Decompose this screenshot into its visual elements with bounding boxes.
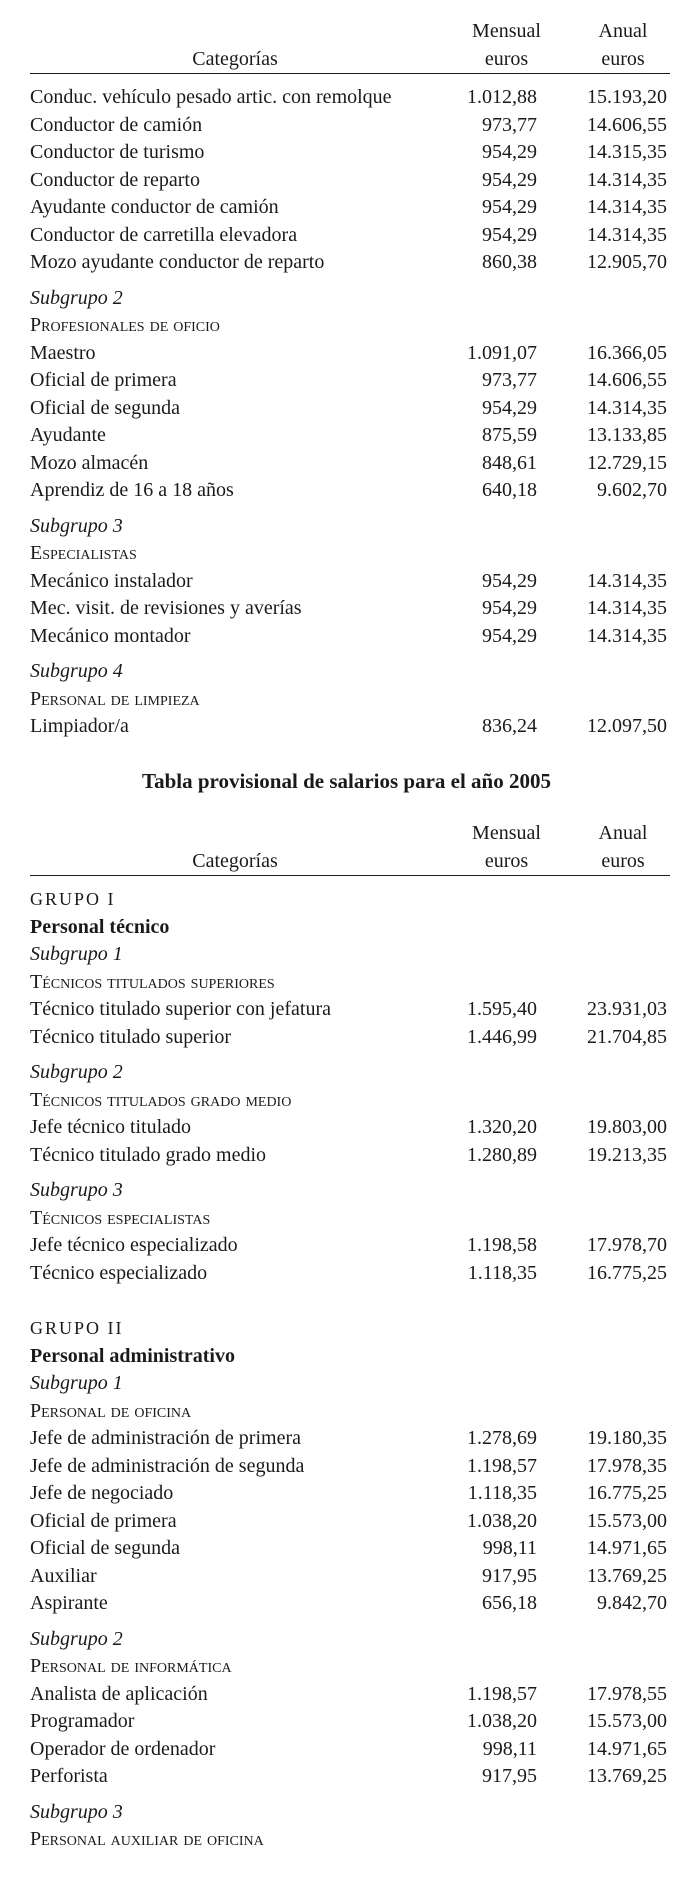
monthly-cell: 917,95 [482, 1564, 537, 1587]
category-cell: Operador de ordenador [30, 1737, 216, 1760]
annual-cell: 13.133,85 [587, 424, 667, 446]
subgroup-title: Subgrupo 2 [30, 1627, 123, 1650]
table-row [30, 1508, 670, 1536]
category-cell: Conductor de reparto [30, 168, 200, 191]
header-category: Categorías [192, 48, 278, 70]
table-row [30, 84, 670, 112]
table-row [30, 1232, 670, 1260]
monthly-cell: 954,29 [482, 141, 537, 163]
table-row [30, 1681, 670, 1709]
monthly-cell: 848,61 [482, 451, 537, 474]
subgroup-title: Subgrupo 2 [30, 1061, 123, 1083]
category-cell: Jefe de administración de primera [30, 1427, 301, 1449]
monthly-cell: 1.198,57 [467, 1682, 537, 1705]
category-cell: Conductor de carretilla elevadora [30, 223, 298, 246]
table-row [30, 1260, 670, 1288]
subgroup-title: Subgrupo 4 [30, 660, 123, 682]
annual-cell: 17.978,70 [587, 1234, 667, 1256]
table-row [30, 1590, 670, 1618]
row-group [30, 996, 670, 1051]
category-cell: Aspirante [30, 1592, 108, 1614]
monthly-cell: 1.038,20 [467, 1710, 537, 1732]
table-row [30, 595, 670, 623]
table-header [30, 816, 670, 876]
table-row [30, 1736, 670, 1764]
table-row [30, 1480, 670, 1508]
category-cell: Ayudante [30, 424, 106, 446]
annual-cell: 14.971,65 [587, 1537, 667, 1559]
monthly-cell: 1.198,57 [467, 1454, 537, 1477]
category-cell: Mozo ayudante conductor de reparto [30, 251, 325, 273]
category-cell: Jefe de administración de segunda [30, 1454, 305, 1477]
monthly-cell: 954,29 [482, 396, 537, 419]
monthly-cell: 954,29 [482, 569, 537, 592]
table-row [30, 1535, 670, 1563]
table-row [30, 1425, 670, 1453]
monthly-cell: 954,29 [482, 223, 537, 246]
header-monthly-unit: euros [484, 850, 529, 872]
annual-cell: 16.775,25 [587, 1261, 667, 1284]
category-cell: Mecánico instalador [30, 569, 193, 592]
annual-cell: 14.971,65 [587, 1737, 667, 1760]
monthly-cell: 954,29 [482, 196, 537, 218]
annual-cell: 15.573,00 [587, 1710, 667, 1732]
monthly-cell: 1.280,89 [467, 1143, 537, 1166]
monthly-cell: 1.595,40 [467, 998, 537, 1020]
table-row [30, 1024, 670, 1052]
section-title: Personal auxiliar de oficina [30, 1828, 264, 1850]
annual-cell: 19.213,35 [587, 1143, 667, 1166]
annual-cell: 9.842,70 [597, 1592, 667, 1614]
table-row [30, 367, 670, 395]
group-title: Personal técnico [30, 915, 170, 938]
annual-cell: 15.193,20 [587, 86, 667, 108]
category-cell: Programador [30, 1710, 135, 1732]
monthly-cell: 1.446,99 [467, 1025, 537, 1048]
annual-cell: 14.606,55 [587, 113, 667, 136]
table-row [30, 395, 670, 423]
header-monthly-unit: euros [484, 48, 529, 70]
annual-cell: 14.314,35 [587, 168, 667, 191]
category-cell: Técnico titulado superior con jefatura [30, 998, 331, 1020]
row-group [30, 1232, 670, 1287]
section-title: Personal de limpieza [30, 687, 200, 710]
category-cell: Jefe técnico especializado [30, 1234, 238, 1256]
table-row [30, 1763, 670, 1791]
category-cell: Oficial de segunda [30, 1537, 180, 1559]
monthly-cell: 1.278,69 [467, 1427, 537, 1449]
annual-cell: 14.606,55 [587, 369, 667, 391]
salary-table-2005 [30, 816, 670, 1854]
header-annual: Anual [598, 822, 648, 844]
row-group [30, 713, 670, 741]
annual-cell: 13.769,25 [587, 1765, 667, 1787]
category-cell: Conductor de camión [30, 113, 203, 136]
category-cell: Conductor de turismo [30, 141, 205, 163]
monthly-cell: 1.038,20 [467, 1509, 537, 1532]
monthly-cell: 640,18 [482, 479, 537, 501]
table-row [30, 340, 670, 368]
category-cell: Oficial de primera [30, 1509, 177, 1532]
annual-cell: 16.366,05 [587, 341, 667, 364]
annual-cell: 14.314,35 [587, 396, 667, 419]
monthly-cell: 836,24 [482, 715, 537, 737]
category-cell: Limpiador/a [30, 715, 129, 737]
category-cell: Mecánico montador [30, 624, 191, 647]
section-title: Especialistas [30, 542, 137, 564]
header-monthly: Mensual [472, 822, 541, 844]
category-cell: Perforista [30, 1765, 108, 1787]
category-cell: Ayudante conductor de camión [30, 196, 279, 218]
subgroup-title: Subgrupo 1 [30, 1372, 123, 1394]
monthly-cell: 1.198,58 [467, 1234, 537, 1256]
annual-cell: 12.097,50 [587, 715, 667, 737]
category-cell: Mec. visit. de revisiones y averías [30, 597, 302, 619]
section-title: Técnicos titulados superiores [30, 970, 275, 993]
table-row [30, 422, 670, 450]
annual-cell: 14.314,35 [587, 223, 667, 246]
category-cell: Técnico titulado grado medio [30, 1143, 267, 1166]
group-title: Personal administrativo [30, 1344, 235, 1367]
table-row [30, 477, 670, 505]
annual-cell: 23.931,03 [587, 998, 667, 1020]
table-header [30, 14, 670, 74]
section-title: Técnicos titulados grado medio [30, 1088, 292, 1111]
table-row [30, 167, 670, 195]
monthly-cell: 954,29 [482, 597, 537, 619]
row-group [30, 1114, 670, 1169]
annual-cell: 21.704,85 [587, 1025, 667, 1048]
annual-cell: 14.314,35 [587, 569, 667, 592]
monthly-cell: 875,59 [482, 424, 537, 446]
monthly-cell: 998,11 [482, 1537, 537, 1559]
group-label: GRUPO II [30, 1318, 124, 1338]
salary-table-top [30, 14, 670, 741]
section-title: Técnicos especialistas [30, 1206, 211, 1229]
table-title: Tabla provisional de salarios para el año 2005 [142, 769, 551, 793]
section-title: Personal de oficina [30, 1399, 192, 1422]
annual-cell: 14.314,35 [587, 196, 667, 218]
annual-cell: 14.314,35 [587, 597, 667, 619]
category-cell: Maestro [30, 341, 96, 364]
annual-cell: 16.775,25 [587, 1482, 667, 1504]
category-cell: Técnico especializado [30, 1261, 208, 1284]
table-row [30, 1563, 670, 1591]
header-annual-unit: euros [601, 48, 645, 70]
category-cell: Conduc. vehículo pesado artic. con remolque [30, 86, 392, 108]
section-title: Personal de informática [30, 1655, 232, 1677]
row-group [30, 1425, 670, 1618]
annual-cell: 14.314,35 [587, 624, 667, 647]
header-annual-unit: euros [601, 850, 645, 872]
monthly-cell: 998,11 [482, 1737, 537, 1760]
annual-cell: 19.180,35 [587, 1427, 667, 1449]
category-cell: Auxiliar [30, 1564, 97, 1587]
monthly-cell: 917,95 [482, 1765, 537, 1787]
section-title: Profesionales de oficio [30, 314, 220, 336]
table-row [30, 139, 670, 167]
monthly-cell: 1.012,88 [467, 86, 537, 108]
subgroup-title: Subgrupo 1 [30, 943, 123, 965]
category-cell: Jefe técnico titulado [30, 1116, 192, 1138]
table-row [30, 450, 670, 478]
row-group [30, 340, 670, 505]
category-cell: Aprendiz de 16 a 18 años [30, 479, 234, 501]
category-cell: Oficial de primera [30, 369, 177, 391]
monthly-cell: 954,29 [482, 168, 537, 191]
table-row [30, 996, 670, 1024]
annual-cell: 12.905,70 [587, 251, 667, 273]
annual-cell: 17.978,35 [587, 1454, 667, 1477]
header-annual: Anual [598, 20, 648, 42]
category-cell: Mozo almacén [30, 451, 149, 474]
monthly-cell: 1.091,07 [467, 341, 537, 364]
annual-cell: 12.729,15 [587, 451, 667, 474]
monthly-cell: 1.320,20 [467, 1116, 537, 1138]
category-cell: Jefe de negociado [30, 1482, 174, 1504]
table-row [30, 249, 670, 277]
row-group [30, 1681, 670, 1791]
annual-cell: 14.315,35 [587, 141, 667, 163]
monthly-cell: 973,77 [482, 113, 537, 136]
monthly-cell: 1.118,35 [467, 1261, 537, 1284]
monthly-cell: 1.118,35 [467, 1482, 537, 1504]
table-row [30, 1708, 670, 1736]
monthly-cell: 656,18 [482, 1592, 537, 1614]
header-category: Categorías [192, 850, 278, 872]
table-row [30, 222, 670, 250]
category-cell: Oficial de segunda [30, 396, 180, 419]
subgroup-title: Subgrupo 3 [30, 1800, 123, 1823]
monthly-cell: 954,29 [482, 624, 537, 647]
annual-cell: 15.573,00 [587, 1509, 667, 1532]
table-row [30, 623, 670, 651]
table-row [30, 1453, 670, 1481]
annual-cell: 9.602,70 [597, 479, 667, 501]
header-monthly: Mensual [472, 20, 541, 42]
category-cell: Analista de aplicación [30, 1682, 208, 1705]
table-row [30, 1142, 670, 1170]
annual-cell: 13.769,25 [587, 1564, 667, 1587]
annual-cell: 19.803,00 [587, 1116, 667, 1138]
row-group [30, 84, 670, 277]
subgroup-title: Subgrupo 2 [30, 286, 123, 309]
table-row [30, 713, 670, 741]
annual-cell: 17.978,55 [587, 1682, 667, 1705]
table-row [30, 1114, 670, 1142]
monthly-cell: 860,38 [482, 251, 537, 273]
table-row [30, 194, 670, 222]
subgroup-title: Subgrupo 3 [30, 1179, 123, 1201]
table-row [30, 568, 670, 596]
subgroup-title: Subgrupo 3 [30, 514, 123, 537]
group-label: GRUPO I [30, 889, 116, 909]
category-cell: Técnico titulado superior [30, 1025, 232, 1048]
table-row [30, 112, 670, 140]
monthly-cell: 973,77 [482, 369, 537, 391]
row-group [30, 568, 670, 651]
